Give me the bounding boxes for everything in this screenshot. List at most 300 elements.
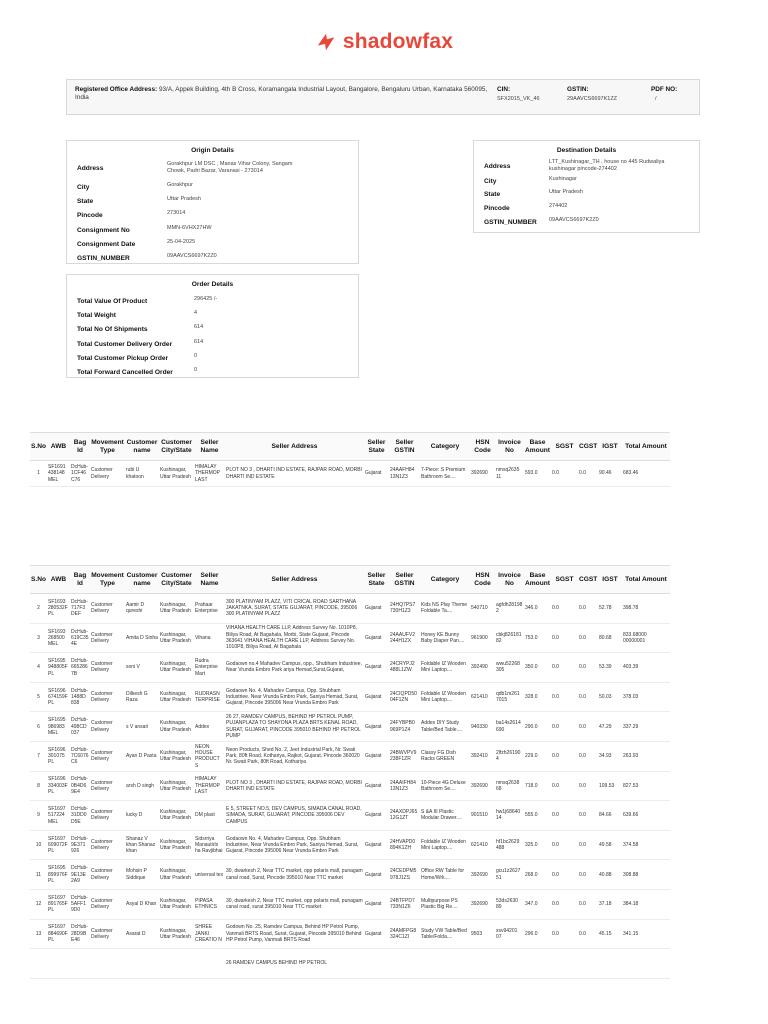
table-cell: Gujarat	[364, 830, 389, 860]
table-cell: 639.66	[622, 801, 670, 831]
table-cell	[551, 949, 578, 979]
table-cell: hw1j68640 14	[495, 801, 524, 831]
table-cell: 7	[30, 741, 47, 771]
shipments-table-2	[30, 565, 670, 979]
table-cell: 398.78	[622, 594, 670, 624]
column-header: IGST	[598, 433, 622, 461]
table-cell	[364, 949, 389, 979]
shipment-row	[30, 461, 670, 487]
table-cell: 24BWVPV9 238F1ZR	[389, 741, 420, 771]
table-cell: NEON HOUSE PRODUCT S	[194, 741, 225, 771]
table-cell: Foldable IZ Wooden Mini Laptop....	[420, 653, 470, 683]
table-cell: 0.0	[551, 771, 578, 801]
table-cell: Kushinagar, Uttar Pradesh	[159, 653, 194, 683]
table-cell: 24AAIFH84 13N1Z3	[389, 771, 420, 801]
table-cell: Godaown no.4 Mahadev Campus, opp., Shubham Industriee, Near Vrunda Embro Park ariya Hemad,Surat,Gujarat,	[225, 653, 364, 683]
origin-row	[77, 225, 354, 239]
table-cell: 540710	[470, 594, 495, 624]
table-cell: 0.0	[578, 801, 598, 831]
order-row	[77, 296, 354, 310]
table-cell: Customer Delivery	[90, 594, 125, 624]
table-cell: Study VW Table/Bed Table/Folda....	[420, 919, 470, 949]
table-cell: 24AAFH84 13N1Z3	[389, 461, 420, 487]
table-cell: Asyal D Khan	[125, 889, 159, 919]
table-cell: gcu1z2627 51	[495, 860, 524, 890]
table-cell: 40.88	[598, 860, 622, 890]
column-header: Total Amount	[622, 566, 670, 594]
column-header: Seller Address	[225, 433, 364, 461]
table-cell: DcHub-1CF46 C76	[70, 461, 90, 487]
column-header: Seller GSTIN	[389, 433, 420, 461]
table-cell: 26 27, RAMDEV CAMPUS, BEHIND HP PETROL PUMP, PUJANPLAZA TO SHAYONA PLAZA BRTS KENAL ROAD, SURAT, GUJARAT, PINCODE 395010 BEHIND HP PETROL PUMP	[225, 712, 364, 742]
table-cell: 0.0	[578, 860, 598, 890]
table-cell: 13	[30, 919, 47, 949]
shipment-row	[30, 801, 670, 831]
table-cell: Kushinagar, Uttar Pradesh	[159, 801, 194, 831]
table-cell: Kushinagar, Uttar Pradesh	[159, 594, 194, 624]
table-cell: Gujarat	[364, 653, 389, 683]
table-cell: 84.66	[598, 801, 622, 831]
destination-row	[484, 176, 695, 189]
shipment-row	[30, 949, 670, 979]
table-cell: 392490	[470, 653, 495, 683]
table-cell: Gujarat	[364, 919, 389, 949]
table-cell: Customer Delivery	[90, 712, 125, 742]
table-cell: 0.0	[578, 461, 598, 487]
table-cell: Customer Delivery	[90, 919, 125, 949]
table-cell: 0.0	[551, 860, 578, 890]
pdf-no-block: PDF NO: /	[651, 86, 678, 102]
origin-label: Pincode	[77, 212, 103, 219]
origin-label: State	[77, 198, 94, 205]
destination-value: LTT_Kushinagar_TH , house no 445 Rudwaliya kushinagar pincode-274402	[549, 159, 665, 172]
table-cell: Mohsin P Siddique	[125, 860, 159, 890]
gstin-block: GSTIN: 29AAVCS6697K1ZZ	[567, 86, 618, 102]
column-header: Category	[420, 433, 470, 461]
table-cell: 47.29	[598, 712, 622, 742]
shipment-row	[30, 682, 670, 712]
table-cell: 833.68000 00000001	[622, 623, 670, 653]
table-cell: Customer Delivery	[90, 771, 125, 801]
table-cell	[30, 949, 47, 979]
table-cell	[125, 949, 159, 979]
table-cell: 229.0	[524, 741, 551, 771]
column-header: Customer name	[125, 566, 159, 594]
origin-row	[77, 161, 354, 182]
table-cell: 0.0	[551, 682, 578, 712]
table-cell: 0.0	[551, 623, 578, 653]
destination-label: City	[484, 178, 497, 185]
table-cell: Gujarat	[364, 771, 389, 801]
table-cell: 0.0	[578, 830, 598, 860]
table-cell: 24FYBPB0 969P1Z4	[389, 712, 420, 742]
table-cell: 0.0	[578, 594, 598, 624]
order-value: 296425 /-	[194, 296, 218, 302]
destination-label: GSTIN_NUMBER	[484, 219, 537, 226]
table-cell: Sidsrriya Manautirls ha Ravjibhai	[194, 830, 225, 860]
table-cell: 0.0	[551, 653, 578, 683]
table-cell: 49.58	[598, 830, 622, 860]
order-label: Total No Of Shipments	[77, 326, 148, 333]
table-cell: Customer Delivery	[90, 653, 125, 683]
table-cell: Kushinagar, Uttar Pradesh	[159, 623, 194, 653]
office-address: Registered Office Address: 93/A, Appek Building, 4th B Cross, Koramangala Industrial Layout, Bangalore, Bengaluru Urban, Karnataka 560095, India	[75, 86, 488, 101]
order-row	[77, 353, 354, 367]
table-cell: PLOT NO 3 , DHARTI IND ESTATE, RAJPAR ROAD, MORBI DHARTI IND ESTATE	[225, 771, 364, 801]
table-cell: 2lfzh26190 4	[495, 741, 524, 771]
table-cell: 37.18	[598, 889, 622, 919]
table-cell: Godaown No. 4, Mahadev Campus, Opp. Shubham Industriee, Near Vrunda Embro Park, Saniya Hemad, Surat, Gujarat, Pincode 395006 Near Vrunda Embro Park	[225, 830, 364, 860]
table-cell: 350.0	[524, 653, 551, 683]
destination-label: State	[484, 191, 501, 198]
table-cell	[578, 949, 598, 979]
table-cell: 0.0	[578, 919, 598, 949]
column-header: Seller State	[364, 566, 389, 594]
origin-label: Address	[77, 165, 104, 172]
shipment-row	[30, 741, 670, 771]
shipment-row	[30, 594, 670, 624]
table-cell: 555.0	[524, 801, 551, 831]
table-cell: Gujarat	[364, 623, 389, 653]
order-value: 0	[194, 353, 198, 359]
table-cell: SF1695 948805F PL	[47, 653, 70, 683]
table-cell: 0.0	[551, 801, 578, 831]
table-cell: 347.0	[524, 889, 551, 919]
table-cell: Addex	[194, 712, 225, 742]
shipment-row	[30, 771, 670, 801]
table-cell: 0.0	[551, 741, 578, 771]
table-cell: SF1697 891765F PL	[47, 889, 70, 919]
table-cell: Classy FG Dish Racks GREEN	[420, 741, 470, 771]
table-cell: Multipurpose PS Plastic Big Re....	[420, 889, 470, 919]
table-cell: universal tex	[194, 860, 225, 890]
table-cell	[159, 949, 194, 979]
table-cell: Kushinagar, Uttar Pradesh	[159, 919, 194, 949]
table-cell: 11	[30, 860, 47, 890]
table-cell: xsv94201 07	[495, 919, 524, 949]
order-row	[77, 367, 354, 381]
table-cell: 328.0	[524, 682, 551, 712]
table-cell: 4	[30, 653, 47, 683]
table-cell: RUDRASN TERPRISE	[194, 682, 225, 712]
order-row	[77, 339, 354, 353]
order-value: 4	[194, 310, 198, 316]
table-cell: 0.0	[551, 594, 578, 624]
order-details-panel	[66, 274, 359, 378]
destination-row	[484, 159, 695, 176]
shipment-row	[30, 919, 670, 949]
table-cell: Godaown No. 4, Mahadev Campus, Opp. Shubham Industriee. Near Vrunda Embro Park, Saniya Hemad, Surat, Gujarat, Pincode 395006 Near Vrunda Embro Park	[225, 682, 364, 712]
destination-label: Address	[484, 163, 511, 170]
order-value: 614	[194, 339, 204, 345]
table-cell: Customer Delivery	[90, 623, 125, 653]
column-header: Total Amount	[622, 433, 670, 461]
table-cell: 961900	[470, 623, 495, 653]
table-cell: 5	[30, 682, 47, 712]
shipment-row	[30, 653, 670, 683]
table-cell: DcHub-1488D 838	[70, 682, 90, 712]
table-cell: SF1696 674159F PL	[47, 682, 70, 712]
table-cell: Gujarat	[364, 801, 389, 831]
table-cell: 24HVAPD0 894K1ZH	[389, 830, 420, 860]
table-cell: DcHub-717F3 DEF	[70, 594, 90, 624]
table-cell: DcHub-9E13E 2A9	[70, 860, 90, 890]
table-cell: Gujarat	[364, 889, 389, 919]
table-cell: 10	[30, 830, 47, 860]
table-cell: 300 PLATINYAM PLAZZ, VITI CRICAL ROAD SARTHANA JAKATNKA, SURAT, STATE GUJARAT, PINCODE, 395006 300 PLATINYAM PLAZZ	[225, 594, 364, 624]
table-cell: 718.0	[524, 771, 551, 801]
destination-value: Uttar Pradesh	[549, 189, 583, 195]
brand-name: shadowfax	[342, 29, 454, 53]
table-cell: SF1695 899976F PL	[47, 860, 70, 890]
table-cell: DcHub-7C6076 C6	[70, 741, 90, 771]
table-cell: 109.53	[598, 771, 622, 801]
table-cell: 374.58	[622, 830, 670, 860]
table-cell: Godown No. 25, Ramdev Campus, Behind HP Petrol Pump, Vanmali BRTS Road, Surat, Gujarat, Pincode 395010 Behind HP Petrol Pump, Vanmali BRTS Road	[225, 919, 364, 949]
origin-value: Gorakhpur LM DSC , Manas Vihar Colony, Sangam Chowk, Padri Bazar, Varanasi - 273014	[167, 161, 293, 174]
table-cell: 337.29	[622, 712, 670, 742]
column-header: Customer City/State	[159, 433, 194, 461]
destination-row	[484, 189, 695, 203]
column-header: HSN Code	[470, 433, 495, 461]
table-cell: 26 RAMDEV CAMPUS BEHIND HP PETROL	[225, 949, 364, 979]
table-cell	[194, 949, 225, 979]
table-cell: 53.39	[598, 653, 622, 683]
column-header: HSN Code	[470, 566, 495, 594]
table-cell: Kushinagar, Uttar Pradesh	[159, 682, 194, 712]
order-label: Total Value Of Product	[77, 298, 148, 305]
table-cell: Kushinagar, Uttar Pradesh	[159, 860, 194, 890]
table-cell: 3	[30, 623, 47, 653]
column-header: IGST	[598, 566, 622, 594]
destination-value: 274402	[549, 203, 568, 209]
table-cell: 10-Piece 4G Deluxe Bathroom Se....	[420, 771, 470, 801]
table-cell: Honey KE Bunny Baby Diaper Pan....	[420, 623, 470, 653]
table-cell: 0.0	[578, 771, 598, 801]
column-header: Invoice No	[495, 566, 524, 594]
table-cell: Gujarat	[364, 461, 389, 487]
table-cell: 24AXDPJ65 12G1ZT	[389, 801, 420, 831]
table-cell: 24CRYPJ2 488L1ZW	[389, 653, 420, 683]
table-cell: 24BTFPD7 733N1Z6	[389, 889, 420, 919]
destination-row	[484, 203, 695, 217]
column-header: AWB	[47, 433, 70, 461]
order-row	[77, 310, 354, 324]
table-cell: 0.0	[551, 889, 578, 919]
table-cell: DcHub-498CD 037	[70, 712, 90, 742]
table-cell: hf1bc2629 488	[495, 830, 524, 860]
table-cell	[70, 949, 90, 979]
table-cell	[524, 949, 551, 979]
table-cell: agfdh28198 2	[495, 594, 524, 624]
table-cell: wwu52268 305	[495, 653, 524, 683]
table-cell	[495, 949, 524, 979]
table-cell: 392690	[470, 860, 495, 890]
table-cell: DcHub-28D9B E46	[70, 919, 90, 949]
table-cell: 392690	[470, 771, 495, 801]
order-title: Order Details	[191, 281, 234, 288]
table-cell: 593.0	[524, 461, 551, 487]
table-cell: 901510	[470, 801, 495, 831]
destination-details-panel	[473, 140, 700, 233]
table-cell: Kids NS Play Theme Foldable Ta....	[420, 594, 470, 624]
table-cell: 1	[30, 461, 47, 487]
origin-row	[77, 253, 354, 267]
shipment-row	[30, 712, 670, 742]
table-cell: 90.46	[598, 461, 622, 487]
table-cell: 9503	[470, 919, 495, 949]
table-cell: 2	[30, 594, 47, 624]
origin-value: MMN-6VHX27HW	[167, 225, 212, 231]
origin-value: Gorakhpur	[167, 182, 193, 188]
table-cell: 0.0	[551, 830, 578, 860]
table-cell: 53ds2630 89	[495, 889, 524, 919]
table-cell: 0.0	[551, 712, 578, 742]
column-header: S.No	[30, 566, 47, 594]
table-cell: Ayan D Pasta	[125, 741, 159, 771]
table-cell: SF1696 301075 PL	[47, 741, 70, 771]
table-cell: 0.0	[551, 461, 578, 487]
table-cell: 24CEDPM5 978J1ZS	[389, 860, 420, 890]
column-header: Seller GSTIN	[389, 566, 420, 594]
table-cell: Kushinagar, Uttar Pradesh	[159, 741, 194, 771]
table-cell: Customer Delivery	[90, 741, 125, 771]
table-cell: SF1695 986983 MEL	[47, 712, 70, 742]
table-cell: Customer Delivery	[90, 830, 125, 860]
table-cell: DM plast	[194, 801, 225, 831]
table-cell: Gujarat	[364, 712, 389, 742]
origin-title: Origin Details	[191, 147, 234, 154]
origin-row	[77, 210, 354, 225]
table-cell: Kushinagar, Uttar Pradesh	[159, 771, 194, 801]
destination-label: Pincode	[484, 205, 510, 212]
table-cell	[470, 949, 495, 979]
table-cell: 263.93	[622, 741, 670, 771]
origin-value: Uttar Pradesh	[167, 196, 201, 202]
table-cell: E 5, STREET NO.5, DEV CAMPUS, SIMADA CANAL ROAD, SIMADA, SURAT, GUJARAT, PINCODE 395006 DEV CAMPUS	[225, 801, 364, 831]
order-label: Total Customer Pickup Order	[77, 355, 169, 362]
shipment-row	[30, 623, 670, 653]
shipment-row	[30, 860, 670, 890]
table-cell: rubi U khatoon	[125, 461, 159, 487]
table-cell: 378.03	[622, 682, 670, 712]
table-cell: SF1693 268500 MEL	[47, 623, 70, 653]
table-cell: 30, dwarkesh 2, Near TTC market, opp polaris mall, punagam canal road, surat 395010 Near TTC market	[225, 889, 364, 919]
table-cell: SF1697 517224 MEL	[47, 801, 70, 831]
table-cell: 50.03	[598, 682, 622, 712]
table-cell: 341.15	[622, 919, 670, 949]
table-cell: 346.0	[524, 594, 551, 624]
table-cell: 24CIQPD50 04F1ZN	[389, 682, 420, 712]
table-cell: 0.0	[578, 889, 598, 919]
shipments-table-1	[30, 432, 670, 487]
table-cell: 45.15	[598, 919, 622, 949]
column-header: Bag Id	[70, 566, 90, 594]
table-cell: DcHub-31DD0 D5E	[70, 801, 90, 831]
shipment-row	[30, 889, 670, 919]
column-header: Bag Id	[70, 433, 90, 461]
table-cell: DcHub-0B4D6 9E4	[70, 771, 90, 801]
table-cell: qdb1m261 7015	[495, 682, 524, 712]
origin-label: City	[77, 184, 90, 191]
cin-block: CIN: SFX2015_VK_46	[497, 86, 540, 102]
table-cell: Addex DIY Study Table/Bed Table....	[420, 712, 470, 742]
order-label: Total Forward Cancelled Order	[77, 369, 173, 376]
table-cell: 827.53	[622, 771, 670, 801]
table-cell: HIMALAY THERMOP LAST	[194, 461, 225, 487]
table-cell: 7-Piece: S Premium Bathroom Se....	[420, 461, 470, 487]
table-cell: SF1697 609072F PL	[47, 830, 70, 860]
table-cell: 0.0	[578, 712, 598, 742]
table-cell: 392410	[470, 741, 495, 771]
table-cell: 0.0	[551, 919, 578, 949]
table-cell: Kushinagar, Uttar Pradesh	[159, 712, 194, 742]
table-cell: 8	[30, 771, 47, 801]
table-cell: Amita D Sinha	[125, 623, 159, 653]
table-cell: 0.0	[578, 653, 598, 683]
column-header: AWB	[47, 566, 70, 594]
table-cell: ba14s2614 690	[495, 712, 524, 742]
column-header: Base Amount	[524, 566, 551, 594]
destination-value: 09AAVCS6697K2Z0	[549, 217, 599, 223]
table-cell: 0.0	[578, 623, 598, 653]
table-cell	[90, 949, 125, 979]
table-cell: Customer Delivery	[90, 682, 125, 712]
table-cell: HIMALAY THERMOP LAST	[194, 771, 225, 801]
table-cell: PLOT NO 3 , DHARTI IND ESTATE, RAJPAR ROAD, MORBI DHARTI IND ESTATE	[225, 461, 364, 487]
origin-label: GSTIN_NUMBER	[77, 255, 130, 262]
origin-row	[77, 196, 354, 210]
table-cell: Aamir D qureshi	[125, 594, 159, 624]
table-cell: Kushinagar, Uttar Pradesh	[159, 889, 194, 919]
table-cell: Gujarat	[364, 860, 389, 890]
column-header: Movement Type	[90, 433, 125, 461]
table-cell: 308.88	[622, 860, 670, 890]
column-header: Seller Name	[194, 566, 225, 594]
table-cell	[598, 949, 622, 979]
order-label: Total Customer Delivery Order	[77, 341, 173, 348]
table-cell: 392690	[470, 461, 495, 487]
table-cell: 52.78	[598, 594, 622, 624]
table-cell: soni V	[125, 653, 159, 683]
table-cell: Foldable IZ Wooden Mini Laptop....	[420, 830, 470, 860]
table-cell: DcHub-665286 7B	[70, 653, 90, 683]
column-header: Category	[420, 566, 470, 594]
brand-logo	[0, 24, 768, 60]
origin-details-panel	[66, 140, 359, 264]
table-cell: PIPASA ETHNICS	[194, 889, 225, 919]
table-cell: 9	[30, 801, 47, 831]
table-cell: SF1693 280532F PL	[47, 594, 70, 624]
table-cell: Gujarat	[364, 594, 389, 624]
origin-value: 273014	[167, 210, 186, 216]
column-header: Customer name	[125, 433, 159, 461]
table-cell: SF1697 884690F PL	[47, 919, 70, 949]
table-cell: Customer Delivery	[90, 801, 125, 831]
origin-label: Consignment Date	[77, 241, 136, 248]
shipment-row	[30, 830, 670, 860]
table-cell: Rudra Enterprise Mart	[194, 653, 225, 683]
table-cell: 0.0	[578, 741, 598, 771]
table-cell: 24HQ7PS7 730H1Z3	[389, 594, 420, 624]
table-cell: Gujarat	[364, 741, 389, 771]
order-row	[77, 324, 354, 339]
table-cell: S &A III Plastic Modular Drawer....	[420, 801, 470, 831]
table-cell: Kushinagar, Uttar Pradesh	[159, 830, 194, 860]
table-cell: 268.0	[524, 860, 551, 890]
table-cell: DcHub-9E371 926	[70, 830, 90, 860]
table-cell: Customer Delivery	[90, 889, 125, 919]
